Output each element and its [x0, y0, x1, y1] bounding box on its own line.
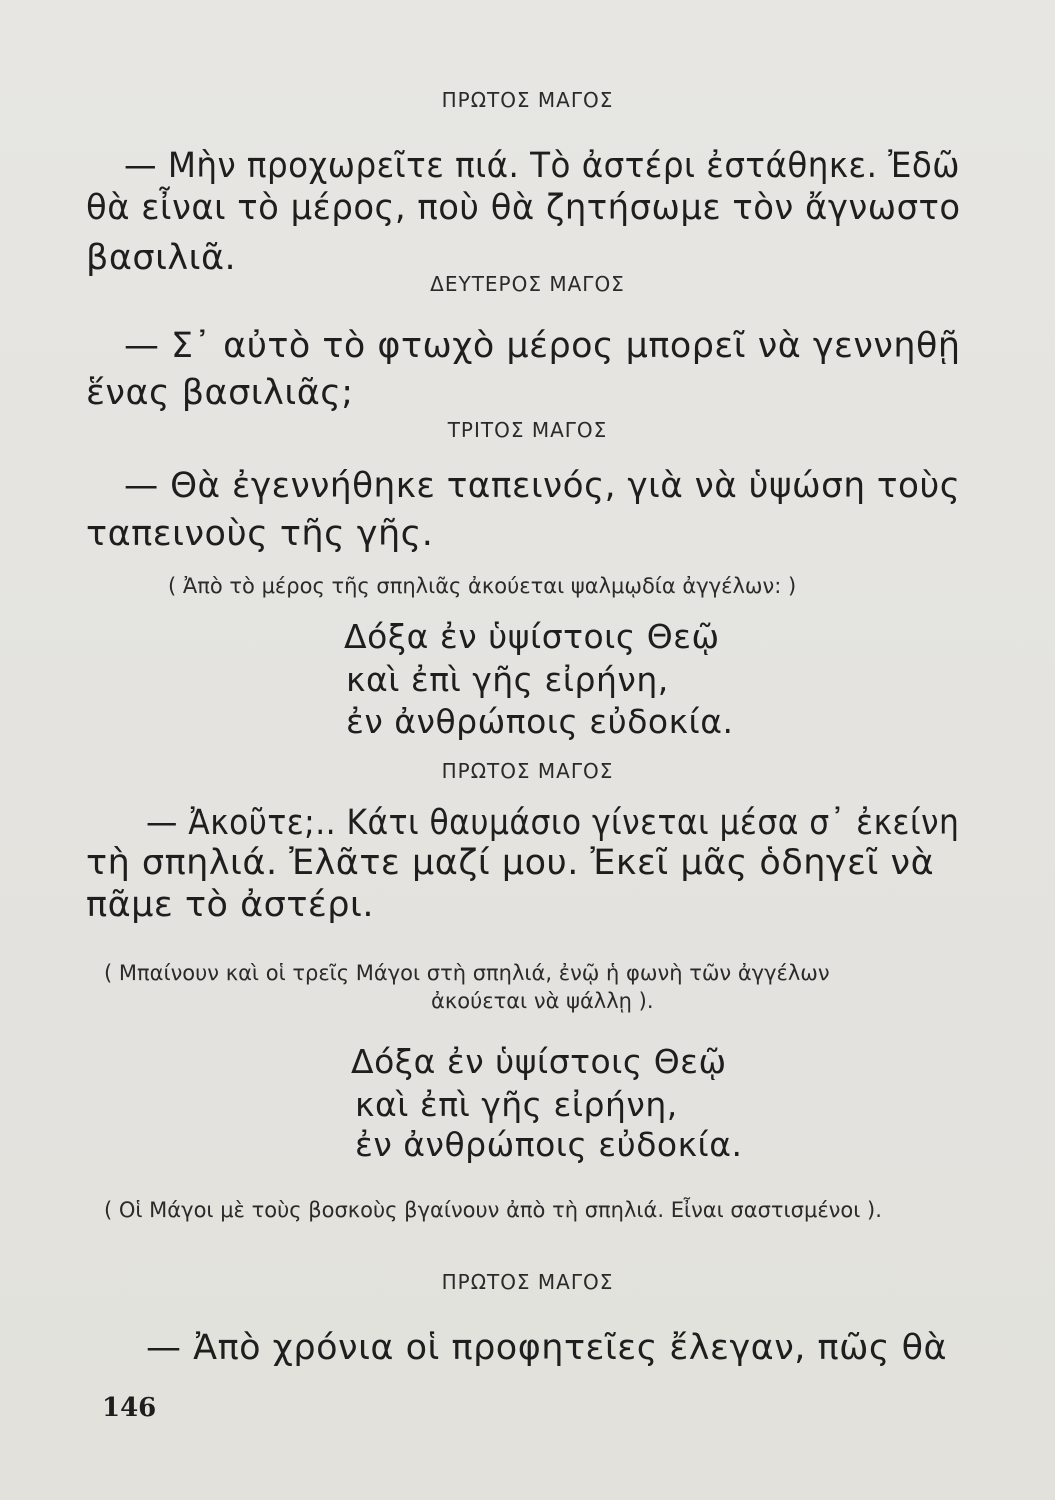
- speaker-heading: ΠΡΩΤΟΣ ΜΑΓΟΣ: [441, 88, 614, 112]
- dialogue-line: — Μὴν προχωρεῖτε πιά. Τὸ ἀστέρι ἐστάθηκε. Ἐδῶ: [124, 146, 960, 186]
- dialogue-line: — Ἀπὸ χρόνια οἱ προφητεῖες ἔλεγαν, πῶς θὰ: [146, 1328, 948, 1368]
- dialogue-line: — Σ᾽ αὐτὸ τὸ φτωχὸ μέρος μπορεῖ νὰ γεννηθῇ: [124, 326, 961, 366]
- speaker-heading: ΠΡΩΤΟΣ ΜΑΓΟΣ: [441, 1270, 614, 1294]
- speaker-heading: ΠΡΩΤΟΣ ΜΑΓΟΣ: [441, 759, 614, 783]
- dialogue-line: — Ἀκοῦτε;.. Κάτι θαυμάσιο γίνεται μέσα σ᾽ ἐκείνη: [146, 803, 960, 843]
- dialogue-line: βασιλιᾶ.: [86, 238, 237, 278]
- dialogue-line: πᾶμε τὸ ἀστέρι.: [86, 885, 374, 925]
- speaker-heading: ΤΡΙΤΟΣ ΜΑΓΟΣ: [447, 418, 608, 442]
- hymn-line: ἐν ἀνθρώποις εὐδοκία.: [355, 1125, 743, 1164]
- dialogue-line: — Θὰ ἐγεννήθηκε ταπεινός, γιὰ νὰ ὑψώση τοὺς: [124, 466, 961, 506]
- hymn-line: Δόξα ἐν ὑψίστοις Θεῷ: [344, 617, 720, 656]
- speaker-heading: ΔΕΥΤΕΡΟΣ ΜΑΓΟΣ: [430, 272, 625, 296]
- stage-direction: ( Οἱ Μάγοι μὲ τοὺς βοσκοὺς βγαίνουν ἀπὸ τὴ σπηλιά. Εἶναι σαστισμένοι ).: [104, 1198, 882, 1222]
- stage-direction: ἀκούεται νὰ ψάλλῃ ).: [431, 989, 654, 1013]
- hymn-line: Δόξα ἐν ὑψίστοις Θεῷ: [351, 1042, 727, 1081]
- dialogue-line: ἕνας βασιλιᾶς;: [86, 373, 354, 413]
- dialogue-line: θὰ εἶναι τὸ μέρος, ποὺ θὰ ζητήσωμε τὸν ἄγνωστο: [86, 188, 961, 228]
- dialogue-line: ταπεινοὺς τῆς γῆς.: [86, 514, 434, 554]
- hymn-line: καὶ ἐπὶ γῆς εἰρήνη,: [355, 1085, 678, 1124]
- hymn-line: ἐν ἀνθρώποις εὐδοκία.: [346, 702, 734, 741]
- stage-direction: ( Ἀπὸ τὸ μέρος τῆς σπηλιᾶς ἀκούεται ψαλμῳδία ἀγγέλων: ): [168, 574, 797, 598]
- page-number: 146: [102, 1393, 157, 1423]
- hymn-line: καὶ ἐπὶ γῆς εἰρήνη,: [346, 660, 669, 699]
- dialogue-line: τὴ σπηλιά. Ἐλᾶτε μαζί μου. Ἐκεῖ μᾶς ὁδηγεῖ νὰ: [86, 843, 935, 883]
- stage-direction: ( Μπαίνουν καὶ οἱ τρεῖς Μάγοι στὴ σπηλιά, ἐνῷ ἡ φωνὴ τῶν ἀγγέλων: [104, 961, 830, 985]
